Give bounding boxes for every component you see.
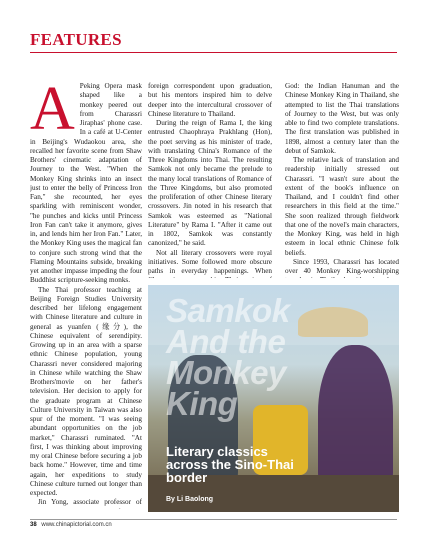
paragraph: The relative lack of translation and readership initially stressed out Charassri. "I wasn't sure about the extent of the book's influence on Thailand, and I couldn't find other researchers in this field at the time." She soon realized through fieldwork that one of the novel's main characters, the Monkey King, was held in high esteem in local ethnic Chinese folk beliefs. [285, 156, 399, 257]
feature-photo [148, 285, 399, 512]
paragraph: Peking Opera mask shaped like a monkey peered out from Charassri Jiraphas' phone case. In a café at U-Center in Beijing's Wudaokou area, she recalled her favorite scene from Shaw Brothers' cinematic adaptation of Journey to the West. "When the Monkey King shrinks into an insect just to enter the belly of Princess Iron Fan," she recounted, her eyes sparkling with reminiscent wonder, "he punches and kicks until Princess Iron Fan can't take it anymore, gives in, and lends him her Iron Fan." Later, the Monkey King uses the magical fan to conjure such strong wind that the Flaming Mountains subside, breaking yet another impasse impeding the four Buddhist scripture-seeking monks. [30, 82, 142, 285]
paragraph: foreign correspondent upon graduation, but his mentors inspired him to delve deeper into the intercultural crossover of Chinese literature to Thailand. [148, 82, 272, 118]
headline: Samkok And the Monkey King [166, 292, 290, 422]
footer [30, 522, 112, 528]
site-url: www.chinapictorial.com.cn [41, 522, 112, 528]
footer-rule [30, 519, 397, 520]
article-column-2 [148, 82, 272, 278]
photo-figure-right [318, 345, 393, 495]
subheadline: Literary classics across the Sino-Thai border [166, 444, 294, 485]
byline: By Li Baolong [166, 496, 214, 503]
paragraph: During the reign of Rama I, the king entrusted Chaophraya Prakhlang (Hon), the poet serving as his minister of trade, with translating China's Romance of the Three Kingdoms into Thai. The resulting Samkok not only became the prelude to the many local translations of Romance of the Three Kingdoms, but also promoted the proliferation of other Chinese literary crossovers. Jin noted in his research that Samkok was esteemed as "National Literature" by Rama I. "After it came out in 1802, Samkok was constantly canonized," he said. [148, 119, 272, 248]
drop-cap: A [30, 82, 75, 143]
paragraph: The Thai professor teaching at Beijing Foreign Studies University described her lifelong engagement with Chinese literature and culture in general as yuanfen (缘分), the Chinese equivalent of serendipity. Growing up in an area with a sparse ethnic Chinese population, young Charassri never considered majoring in Chinese while watching the Shaw Brothers'movie on her father's television. Her decision to apply for the graduate program at Chinese Culture University in Taiwan was also spur of the moment. "I was seeing abundant opportunities on the job market," Charassri ruminated. "At first, I was thinking about improving my oral Chinese before securing a job back home." However, time and time again, her expeditions to study Chinese culture turned out longer than expected. [30, 285, 142, 497]
paragraph: Since 1993, Charassri has located over 40 Monkey King-worshipping [285, 257, 399, 275]
article-column-3 [285, 82, 399, 278]
section-label: FEATURES [30, 30, 122, 49]
paragraph: Jin Yong, associate professor of [38, 498, 142, 507]
paragraph: God: the Indian Hanuman and the Chinese Monkey King in Thailand, she attempted to list the Thai translations of Journey to the West, but was only able to find two complete translations. The first translation was published in 1898, almost a century later than the debut of Samkok. [285, 82, 399, 155]
article-column-1 [30, 82, 142, 509]
header-rule [30, 52, 397, 53]
page-number: 38 [30, 522, 37, 528]
paragraph: Not all literary crossovers were royal initiatives. Some followed more obscure paths in everyday happenings. When [148, 248, 272, 275]
